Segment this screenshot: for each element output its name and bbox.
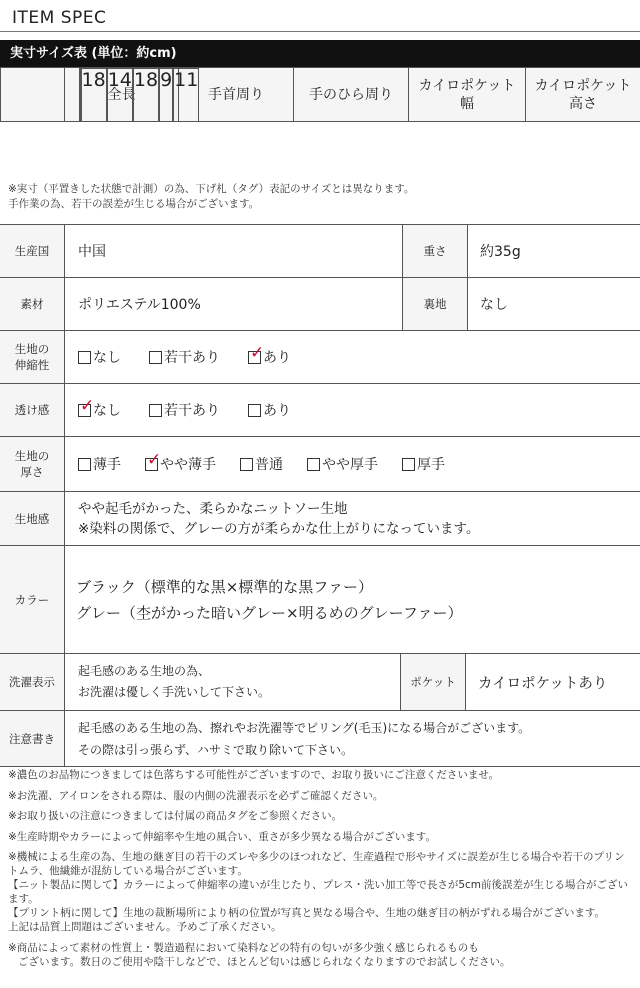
note-item: ございます。数日のご使用や陰干しなどで、ほとんど匂いは感じられなくなりますのでお試しください。 bbox=[18, 955, 511, 968]
thickness-option-slightly-thin bbox=[145, 454, 216, 474]
checkmark-icon bbox=[248, 351, 261, 364]
size-col-pocket-width: カイロポケット 幅 bbox=[409, 68, 526, 122]
texture-line: やや起毛がかった、柔らかなニットソー生地 bbox=[78, 500, 348, 517]
option-label: なし bbox=[93, 350, 121, 366]
pocket-label: ポケット bbox=[400, 654, 466, 710]
size-col-pocket-height: カイロポケット 高さ bbox=[526, 68, 640, 122]
spec-row-caution bbox=[0, 711, 640, 767]
sheer-option-yes bbox=[248, 400, 291, 420]
size-note-line: ※実寸（平置きした状態で計測）の為、下げ札（タグ）表記のサイズとは異なります。 bbox=[8, 183, 415, 195]
checkbox-icon bbox=[149, 404, 162, 417]
wash-line: お洗濯は優しく手洗いして下さい。 bbox=[78, 685, 271, 699]
size-value-wrist: 14 bbox=[107, 68, 133, 122]
weight-label: 重さ bbox=[402, 225, 468, 277]
size-corner-cell bbox=[1, 68, 65, 122]
thickness-option-thin bbox=[78, 454, 121, 474]
checkbox-icon bbox=[248, 404, 261, 417]
checkmark-icon bbox=[145, 458, 158, 471]
spec-row-texture bbox=[0, 492, 640, 546]
option-label: やや薄手 bbox=[160, 457, 216, 473]
option-label: あり bbox=[263, 403, 291, 419]
option-label: 若干あり bbox=[164, 403, 220, 419]
caution-value bbox=[78, 711, 530, 766]
size-value-length: 18 bbox=[81, 68, 107, 122]
spec-row-color bbox=[0, 546, 640, 654]
thickness-option-normal bbox=[240, 454, 283, 474]
color-line: ブラック（標準的な黒×標準的な黒ファー） bbox=[76, 577, 373, 596]
spec-row-stretch bbox=[0, 331, 640, 384]
spec-row-wash bbox=[0, 654, 640, 711]
caution-label: 注意書き bbox=[0, 711, 65, 766]
texture-line: ※染料の関係で、グレーの方が柔らかな仕上がりになっています。 bbox=[78, 520, 480, 537]
color-line: グレー（杢がかった暗いグレー×明るめのグレーファー） bbox=[76, 603, 463, 622]
page-title: ITEM SPEC bbox=[12, 8, 107, 28]
stretch-option-none bbox=[78, 347, 121, 367]
size-table-heading: 実寸サイズ表 (単位：約cm) bbox=[10, 46, 177, 61]
spec-row-sheer bbox=[0, 384, 640, 437]
spec-table bbox=[0, 224, 640, 767]
size-col-palm: 手のひら周り bbox=[294, 68, 409, 122]
option-label: 若干あり bbox=[164, 350, 220, 366]
stretch-option-yes bbox=[248, 347, 291, 367]
note-item: ※機械による生産の為、生地の継ぎ目の若干のズレや多少のほつれなど、生産過程で形やサイズに誤差が生じる場合や若干のプリントムラ、他繊維が混紡している場合がございます。 bbox=[8, 851, 625, 877]
checkbox-icon bbox=[78, 351, 91, 364]
texture-value bbox=[78, 492, 479, 545]
weight-value: 約35g bbox=[480, 244, 521, 260]
note-item: 【プリント柄に関して】生地の裁断場所により柄の位置が写真と異なる場合や、生地の継ぎ目の柄がずれる場合がございます。 bbox=[8, 907, 606, 919]
size-note bbox=[8, 182, 414, 212]
sheer-label: 透け感 bbox=[0, 384, 65, 436]
sheer-options bbox=[78, 384, 319, 436]
caution-line: その際は引っ張らず、ハサミで取り除いて下さい。 bbox=[78, 742, 354, 757]
notes-section bbox=[8, 768, 633, 975]
size-value-pocket-height: 11 bbox=[173, 68, 199, 122]
material-value: ポリエステル100% bbox=[78, 297, 201, 313]
size-table bbox=[0, 67, 640, 122]
thickness-options bbox=[78, 437, 445, 491]
checkbox-icon bbox=[149, 351, 162, 364]
note-item: ※生産時期やカラーによって伸縮率や生地の風合い、重さが多少異なる場合がございます。 bbox=[8, 830, 436, 843]
origin-label: 生産国 bbox=[0, 225, 65, 277]
size-value-pocket-width: 9 bbox=[159, 68, 173, 122]
option-label: 厚手 bbox=[417, 457, 445, 473]
stretch-option-slight bbox=[149, 347, 220, 367]
size-table-header bbox=[0, 40, 640, 67]
option-label: なし bbox=[93, 403, 121, 419]
caution-line: 起毛感のある生地の為、擦れやお洗濯等でピリング(毛玉)になる場合がございます。 bbox=[78, 720, 531, 735]
option-label: やや厚手 bbox=[322, 457, 378, 473]
note-item: ※商品によって素材の性質上・製造過程において染料などの特有の匂いが多少強く感じられるものも bbox=[8, 941, 479, 954]
color-value bbox=[76, 546, 463, 653]
origin-value: 中国 bbox=[78, 244, 106, 260]
wash-value bbox=[78, 654, 270, 710]
title-divider bbox=[0, 31, 640, 32]
size-value-palm: 18 bbox=[133, 68, 159, 122]
spec-row-origin bbox=[0, 225, 640, 278]
material-label: 素材 bbox=[0, 278, 65, 330]
option-label: 普通 bbox=[255, 457, 283, 473]
note-item: 上記は品質上問題はございません。予めご了承ください。 bbox=[8, 921, 282, 933]
color-label: カラー bbox=[0, 546, 65, 653]
pocket-value: カイロポケットあり bbox=[478, 675, 608, 692]
note-item: ※お取り扱いの注意につきましては付属の商品タグをご参照ください。 bbox=[8, 810, 343, 822]
thickness-option-thick bbox=[402, 454, 445, 474]
note-item: ※お洗濯、アイロンをされる際は、服の内側の洗濯表示を必ずご確認ください。 bbox=[8, 789, 384, 802]
checkbox-icon bbox=[307, 458, 320, 471]
thickness-option-slightly-thick bbox=[307, 454, 378, 474]
stretch-options bbox=[78, 331, 319, 383]
checkbox-icon bbox=[240, 458, 253, 471]
lining-value: なし bbox=[480, 297, 508, 313]
checkbox-icon bbox=[402, 458, 415, 471]
option-label: 薄手 bbox=[93, 457, 121, 473]
spec-row-material bbox=[0, 278, 640, 331]
size-note-line: 手作業の為、若干の誤差が生じる場合がございます。 bbox=[8, 198, 260, 210]
wash-label: 洗濯表示 bbox=[0, 654, 65, 710]
texture-label: 生地感 bbox=[0, 492, 65, 545]
note-item: 【ニット製品に関して】カラーによって伸縮率の違いが生じたり、プレス・洗い加工等で長さが5cm前後誤差が生じる場合がございます。 bbox=[8, 879, 629, 905]
option-label: あり bbox=[263, 350, 291, 366]
lining-label: 裏地 bbox=[402, 278, 468, 330]
wash-line: 起毛感のある生地の為、 bbox=[78, 664, 211, 678]
sheer-option-none bbox=[78, 400, 121, 420]
thickness-label: 生地の 厚さ bbox=[0, 437, 65, 491]
size-col-wrist: 手首周り bbox=[179, 68, 294, 122]
checkbox-icon bbox=[78, 458, 91, 471]
spec-row-thickness bbox=[0, 437, 640, 492]
note-item: ※濃色のお品物につきましては色落ちする可能性がございますので、お取り扱いにご注意くださいませ。 bbox=[8, 769, 500, 781]
checkmark-icon bbox=[78, 404, 91, 417]
size-col-length: 全長 bbox=[65, 68, 179, 122]
stretch-label: 生地の 伸縮性 bbox=[0, 331, 65, 383]
sheer-option-slight bbox=[149, 400, 220, 420]
